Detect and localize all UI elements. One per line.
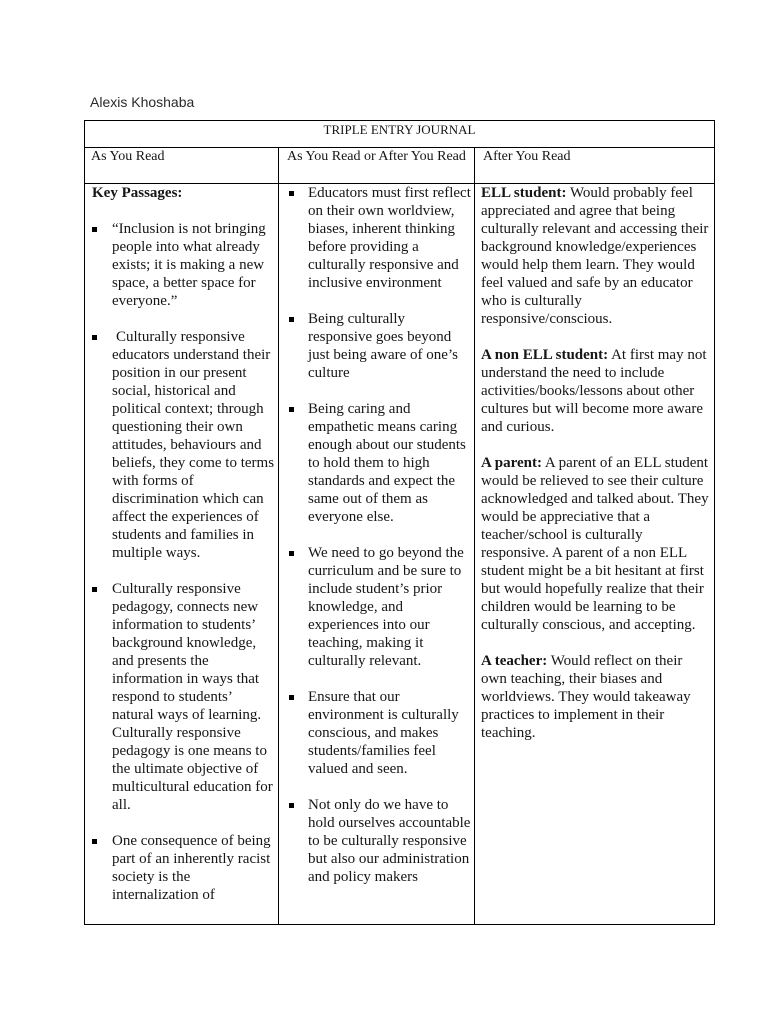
column-header-as-you-read: As You Read [91,149,165,164]
after-you-read-cell [475,184,713,924]
reflection-text: Being culturally responsive goes beyond just being aware of one’s culture [308,311,458,381]
author-name: Alexis Khoshaba [90,94,195,110]
passage-item [92,580,275,814]
as-you-read-cell [85,184,278,924]
as-you-read-or-after-cell [279,184,474,924]
passage-item [92,220,275,310]
reflection-item [289,544,471,670]
reflection-text: Being caring and empathetic means caring enough about our students to hold them to high standards and expect the same out of them as everyone else. [308,401,466,525]
reflection-item [289,184,471,292]
perspective-label: ELL student: [481,185,567,201]
passage-text: Culturally responsive educators understand their position in our present social, historical and political context; through questioning their own attitudes, behaviours and beliefs, they come to terms with forms of discrimination which can affect the experiences of students and families in multiple ways. [112,329,275,561]
passage-text: “Inclusion is not bringing people into what already exists; it is making a new space, a better space for everyone.” [112,221,266,309]
column-header-as-you-read-or-after: As You Read or After You Read [287,149,466,164]
perspective-label: A non ELL student: [481,347,609,363]
reflection-text: Ensure that our environment is culturally conscious, and makes students/families feel valued and seen. [308,689,459,777]
perspective-paragraph [481,346,709,436]
bullet-icon [92,227,97,232]
bullet-icon [92,839,97,844]
bullet-icon [92,587,97,592]
bullet-icon [289,551,294,556]
bullet-icon [289,317,294,322]
bullet-icon [289,695,294,700]
bullet-icon [92,335,97,340]
bullet-icon [289,407,294,412]
passage-text: One consequence of being part of an inherently racist society is the internalization of [112,833,271,903]
perspective-text: Would reflect on their own teaching, their biases and worldviews. They would takeaway practices to implement in their teaching. [481,653,691,741]
perspective-paragraph [481,652,709,742]
perspective-label: A parent: [481,455,542,471]
reflection-item [289,688,471,778]
triple-entry-journal-table [84,120,715,925]
reflection-text: Not only do we have to hold ourselves accountable to be culturally responsive but also our administration and policy makers [308,797,471,885]
reflection-item [289,400,471,526]
perspective-paragraph [481,184,709,328]
column-header-after-you-read: After You Read [483,149,571,164]
bullet-icon [289,191,294,196]
perspective-text: A parent of an ELL student would be relieved to see their culture acknowledged and talked about. They would be appreciative that a teacher/school is culturally responsive. A parent of a non ELL student might be a bit hesitant at first but would hopefully realize that their children would be learning to be culturally conscious, and accepting. [481,455,709,633]
passage-item [92,328,275,562]
reflection-item [289,796,471,886]
journal-title: TRIPLE ENTRY JOURNAL [323,122,476,137]
reflection-text: Educators must first reflect on their own worldview, biases, inherent thinking before providing a culturally responsive and inclusive environment [308,185,471,291]
perspective-label: A teacher: [481,653,548,669]
passage-item [92,832,275,904]
passage-text: Culturally responsive pedagogy, connects new information to students’ background knowledge, and presents the information in ways that respond to students’ natural ways of learning. Culturally responsive pedagogy is one means to the ultimate objective of multicultural education for all. [112,581,273,813]
bullet-icon [289,803,294,808]
key-passages-heading: Key Passages: [92,185,183,201]
reflection-item [289,310,471,382]
perspective-text: Would probably feel appreciated and agree that being culturally relevant and accessing their background knowledge/experiences would help them learn. They would feel valued and safe by an educator who is culturally responsive/conscious. [481,185,709,327]
perspective-paragraph [481,454,709,634]
perspective-text: At first may not understand the need to include activities/books/lessons about other cultures but will become more aware and curious. [481,347,707,435]
reflection-text: We need to go beyond the curriculum and be sure to include student’s prior knowledge, and experiences into our teaching, making it culturally relevant. [308,545,464,669]
